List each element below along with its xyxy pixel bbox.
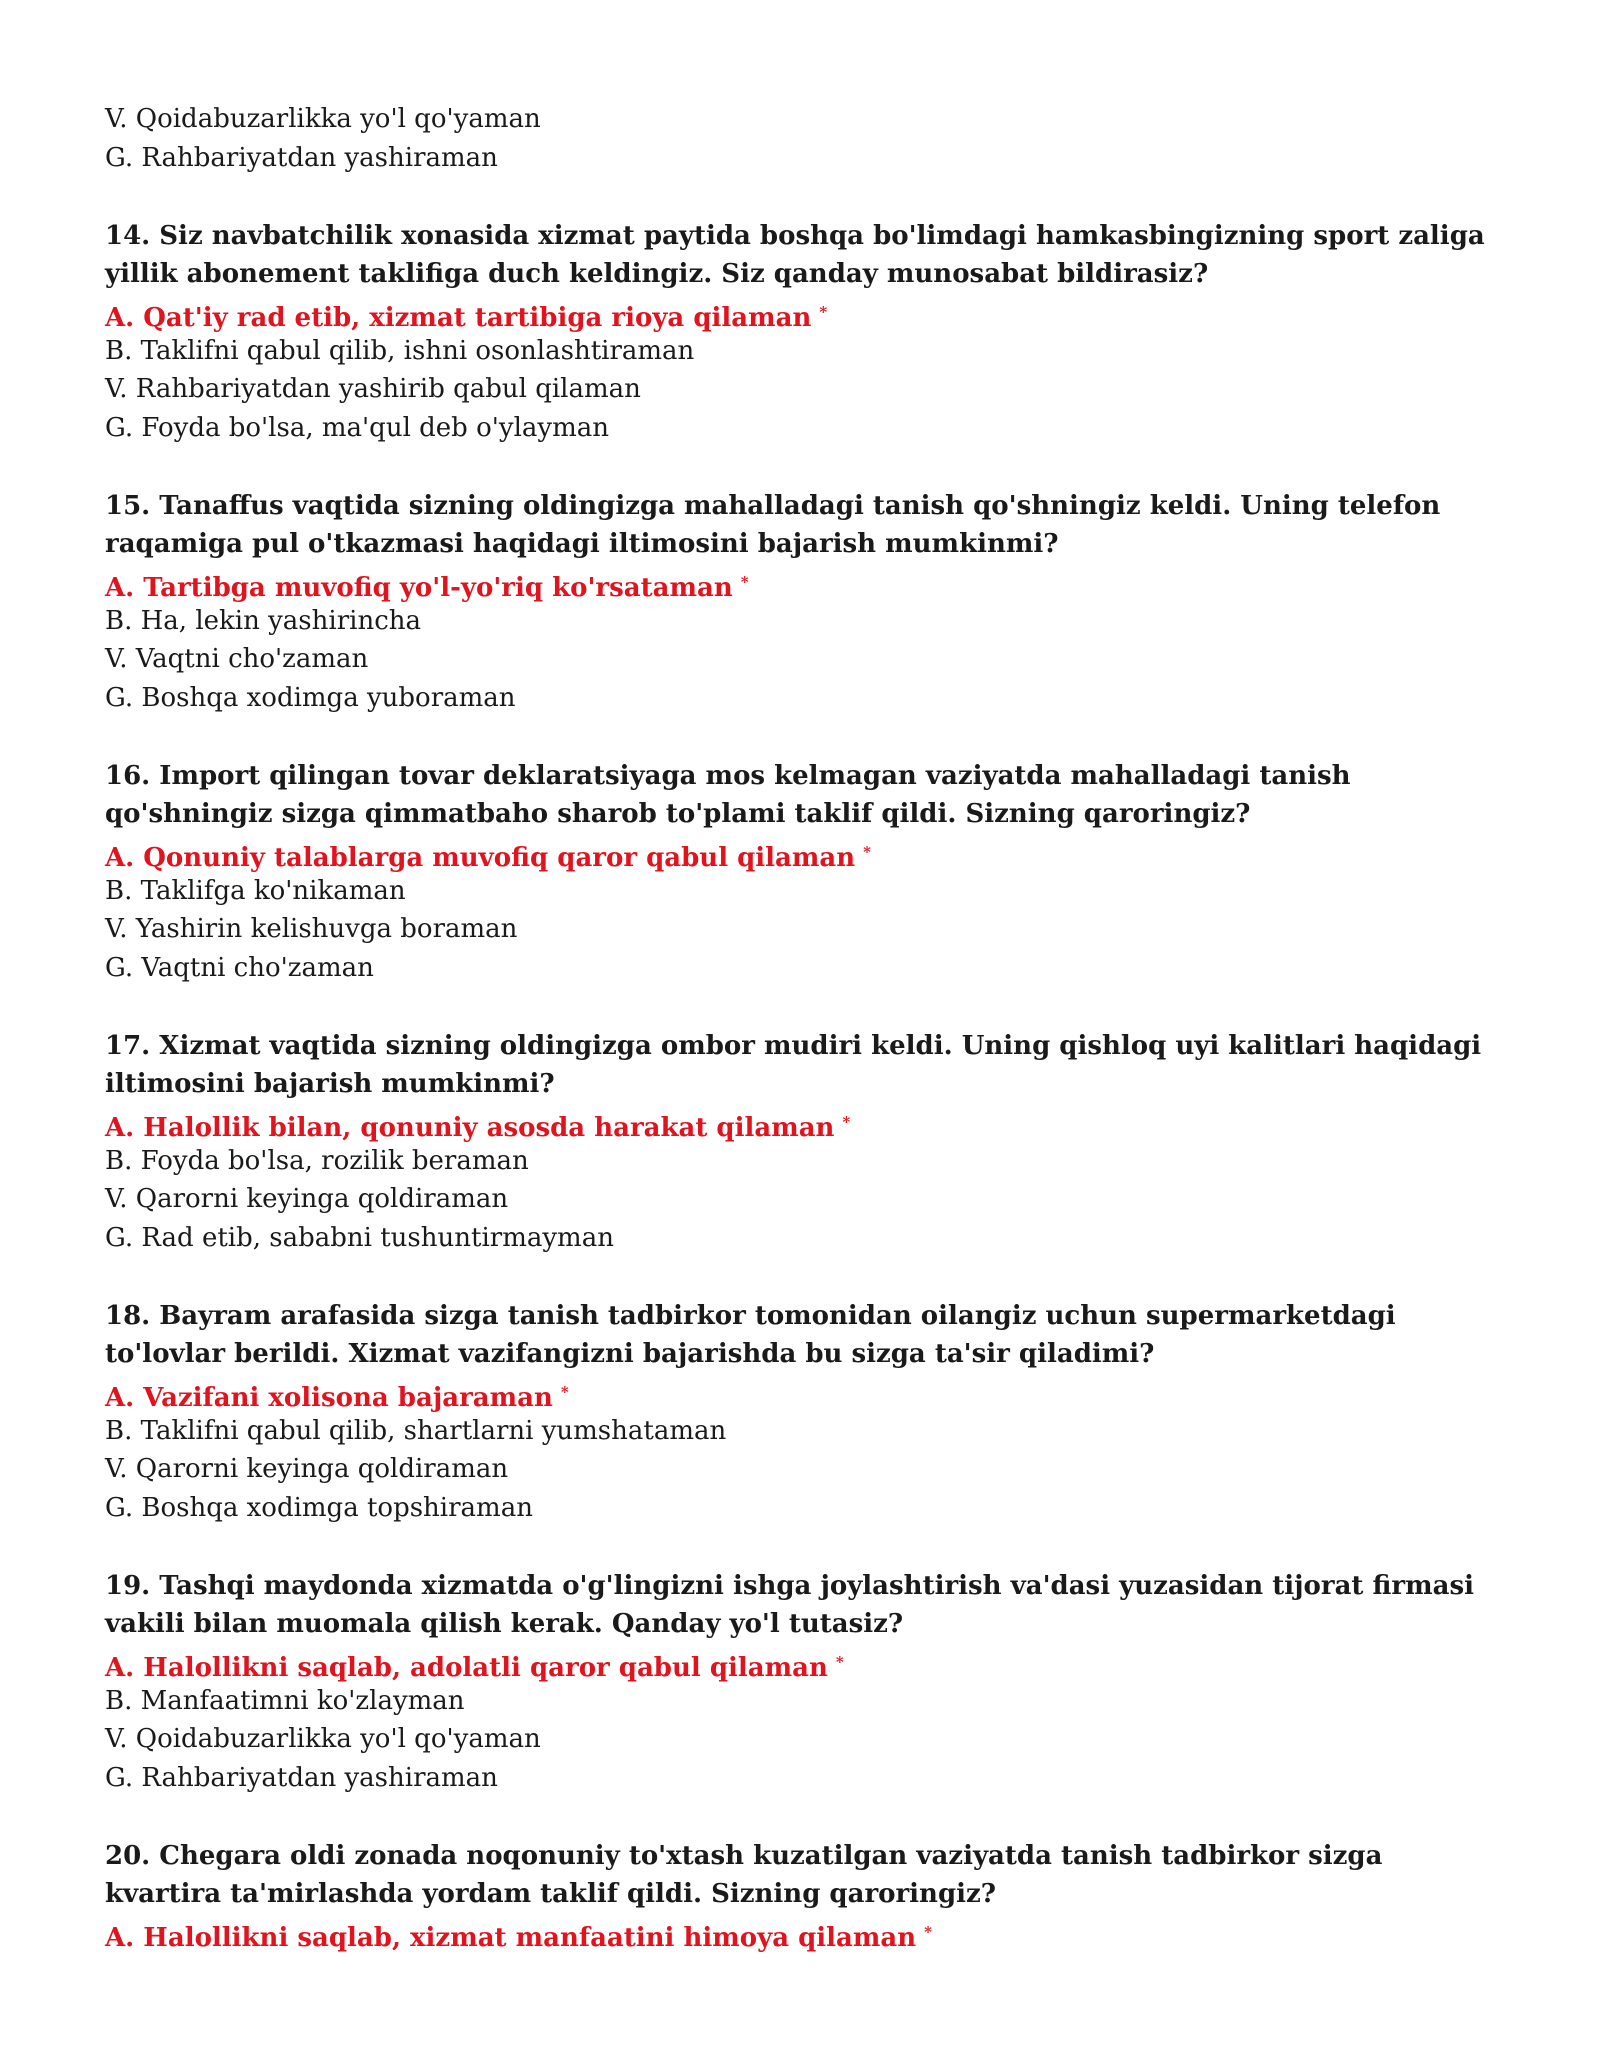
question-text: 14. Siz navbatchilik xonasida xizmat paytida boshqa bo'limdagi hamkasbingizning sport zaliga yillik abonement taklifiga duch keldingiz. Siz qanday munosabat bildirasiz? [105, 221, 1485, 289]
option-g: G. Rahbariyatdan yashiraman [105, 142, 498, 173]
option-b: B. Ha, lekin yashirincha [105, 605, 422, 636]
option-v: V. Qoidabuzarlikka yo'l qo'yaman [105, 104, 541, 134]
option-b: B. Taklifni qabul qilib, ishni osonlashtiraman [105, 335, 695, 366]
correct-answer [105, 563, 1505, 602]
option-b: B. Taklifni qabul qilib, shartlarni yumshataman [105, 1415, 727, 1446]
correct-marker: * [560, 1383, 569, 1401]
question-20 [105, 1837, 1505, 1952]
option-v: V. Vaqtni cho'zaman [105, 644, 369, 674]
option-v: V. Qarorni keyinga qoldiraman [105, 1454, 509, 1484]
answer-text: A. Qonuniy talablarga muvofiq qaror qabul qilaman [105, 843, 856, 873]
question-text: 17. Xizmat vaqtida sizning oldingizga ombor mudiri keldi. Uning qishloq uyi kalitlari haqidagi iltimosini bajarish mumkinmi? [105, 1031, 1482, 1099]
option-g: G. Vaqtni cho'zaman [105, 952, 374, 983]
previous-question-options [105, 100, 1505, 177]
option-v: V. Yashirin kelishuvga boraman [105, 914, 518, 944]
correct-answer [105, 1103, 1505, 1142]
document-page [105, 100, 1505, 1952]
question-15 [105, 487, 1505, 717]
question-text: 16. Import qilingan tovar deklaratsiyaga mos kelmagan vaziyatda mahalladagi tanish qo'shningiz sizga qimmatbaho sharob to'plami taklif qildi. Sizning qaroringiz? [105, 761, 1351, 829]
option-g: G. Rahbariyatdan yashiraman [105, 1762, 498, 1793]
correct-answer [105, 1373, 1505, 1412]
question-text: 15. Tanaffus vaqtida sizning oldingizga mahalladagi tanish qo'shningiz keldi. Uning telefon raqamiga pul o'tkazmasi haqidagi iltimosini bajarish mumkinmi? [105, 491, 1441, 559]
option-v: V. Qarorni keyinga qoldiraman [105, 1184, 509, 1214]
option-g: G. Boshqa xodimga yuboraman [105, 682, 516, 713]
option-g: G. Boshqa xodimga topshiraman [105, 1492, 533, 1523]
question-text: 20. Chegara oldi zonada noqonuniy to'xtash kuzatilgan vaziyatda tanish tadbirkor sizga kvartira ta'mirlashda yordam taklif qildi. Sizning qaroringiz? [105, 1841, 1383, 1909]
option-g: G. Rad etib, sababni tushuntirmayman [105, 1222, 614, 1253]
correct-marker: * [819, 303, 828, 321]
correct-marker: * [740, 573, 749, 591]
option-b: B. Taklifga ko'nikaman [105, 875, 406, 906]
question-19 [105, 1567, 1505, 1797]
answer-text: A. Qat'iy rad etib, xizmat tartibiga rioya qilaman [105, 303, 812, 333]
correct-answer [105, 293, 1505, 332]
correct-marker: * [842, 1113, 851, 1131]
option-v: V. Qoidabuzarlikka yo'l qo'yaman [105, 1724, 541, 1754]
option-v: V. Rahbariyatdan yashirib qabul qilaman [105, 374, 641, 404]
answer-text: A. Halollikni saqlab, adolatli qaror qabul qilaman [105, 1653, 828, 1683]
question-18 [105, 1297, 1505, 1527]
correct-answer [105, 1913, 1505, 1952]
option-b: B. Manfaatimni ko'zlayman [105, 1685, 465, 1716]
question-text: 19. Tashqi maydonda xizmatda o'g'lingizni ishga joylashtirish va'dasi yuzasidan tijorat firmasi vakili bilan muomala qilish kerak. Qanday yo'l tutasiz? [105, 1571, 1474, 1639]
correct-marker: * [924, 1923, 933, 1941]
option-b: B. Foyda bo'lsa, rozilik beraman [105, 1145, 529, 1176]
question-17 [105, 1027, 1505, 1257]
answer-text: A. Tartibga muvofiq yo'l-yo'riq ko'rsataman [105, 573, 733, 603]
answer-text: A. Halollik bilan, qonuniy asosda harakat qilaman [105, 1113, 835, 1143]
option-g: G. Foyda bo'lsa, ma'qul deb o'ylayman [105, 412, 609, 443]
answer-text: A. Vazifani xolisona bajaraman [105, 1383, 553, 1413]
correct-marker: * [835, 1653, 844, 1671]
correct-answer [105, 833, 1505, 872]
question-14 [105, 217, 1505, 447]
answer-text: A. Halollikni saqlab, xizmat manfaatini himoya qilaman [105, 1923, 917, 1953]
correct-answer [105, 1643, 1505, 1682]
correct-marker: * [863, 843, 872, 861]
question-16 [105, 757, 1505, 987]
question-text: 18. Bayram arafasida sizga tanish tadbirkor tomonidan oilangiz uchun supermarketdagi to'lovlar berildi. Xizmat vazifangizni bajarishda bu sizga ta'sir qiladimi? [105, 1301, 1396, 1369]
